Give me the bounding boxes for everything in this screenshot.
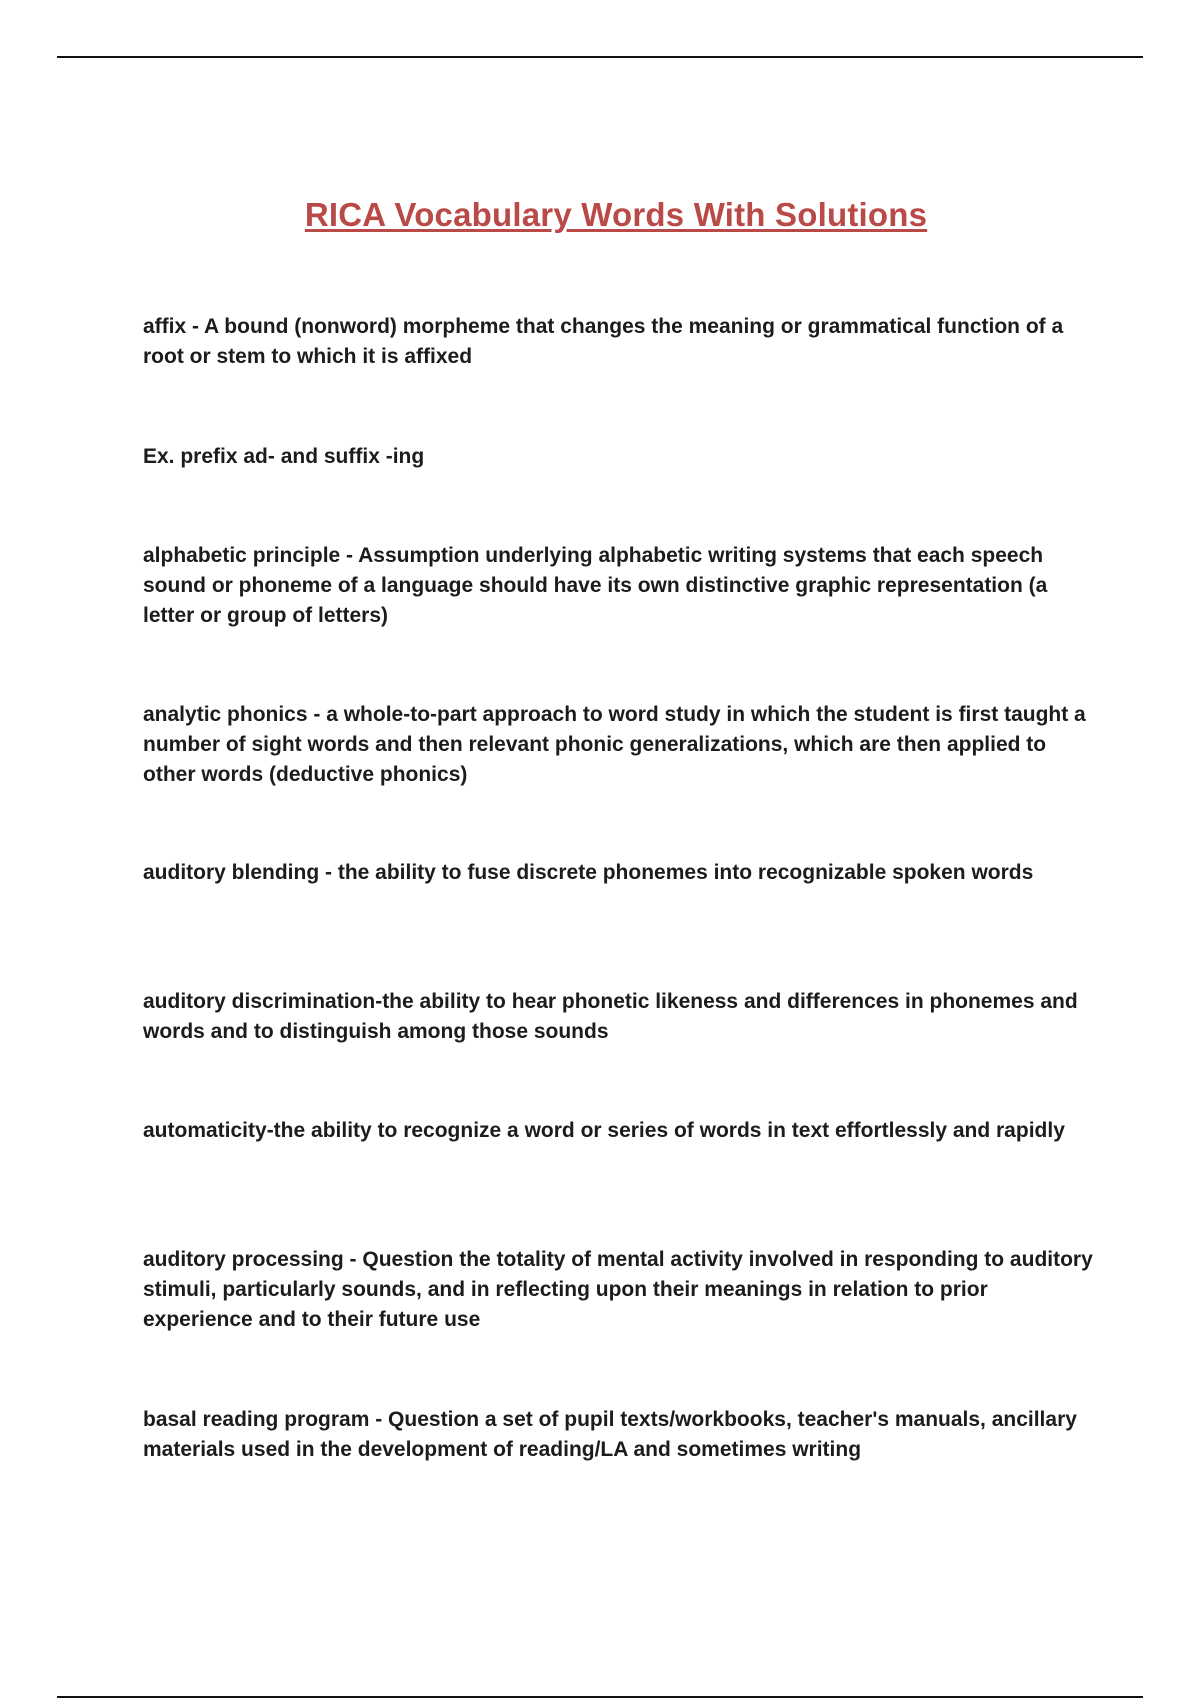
document-title: RICA Vocabulary Words With Solutions	[304, 196, 928, 233]
vocab-entry-alphabetic-principle: alphabetic principle - Assumption underlying alphabetic writing systems that each speech sound or phoneme of a language should have its own distinctive graphic representation (a letter or group of letters)	[143, 544, 1048, 627]
vocab-entry-auditory-blending: auditory blending - the ability to fuse discrete phonemes into recognizable spoken words	[143, 861, 1034, 884]
bottom-rule	[57, 1696, 1143, 1698]
vocab-entry-auditory-processing: auditory processing - Question the totality of mental activity involved in responding to auditory stimuli, particularly sounds, and in reflecting upon their meanings in relation to prior experience and to their future use	[143, 1248, 1093, 1331]
top-rule	[57, 56, 1143, 58]
vocab-entry-automaticity: automaticity-the ability to recognize a word or series of words in text effortlessly and rapidly	[143, 1119, 1065, 1142]
vocab-entry-auditory-discrimination: auditory discrimination-the ability to hear phonetic likeness and differences in phonemes and words and to distinguish among those sounds	[143, 990, 1078, 1043]
vocab-entry-affix-example: Ex. prefix ad- and suffix -ing	[143, 445, 425, 468]
vocab-entry-affix: affix - A bound (nonword) morpheme that changes the meaning or grammatical function of a root or stem to which it is affixed	[143, 315, 1064, 368]
vocab-entry-analytic-phonics: analytic phonics - a whole-to-part approach to word study in which the student is first taught a number of sight words and then relevant phonic generalizations, which are then applied to other words (deductive phonics)	[143, 703, 1086, 786]
vocab-entry-basal-reading-program: basal reading program - Question a set of pupil texts/workbooks, teacher's manuals, ancillary materials used in the development of reading/LA and sometimes writing	[143, 1408, 1077, 1461]
